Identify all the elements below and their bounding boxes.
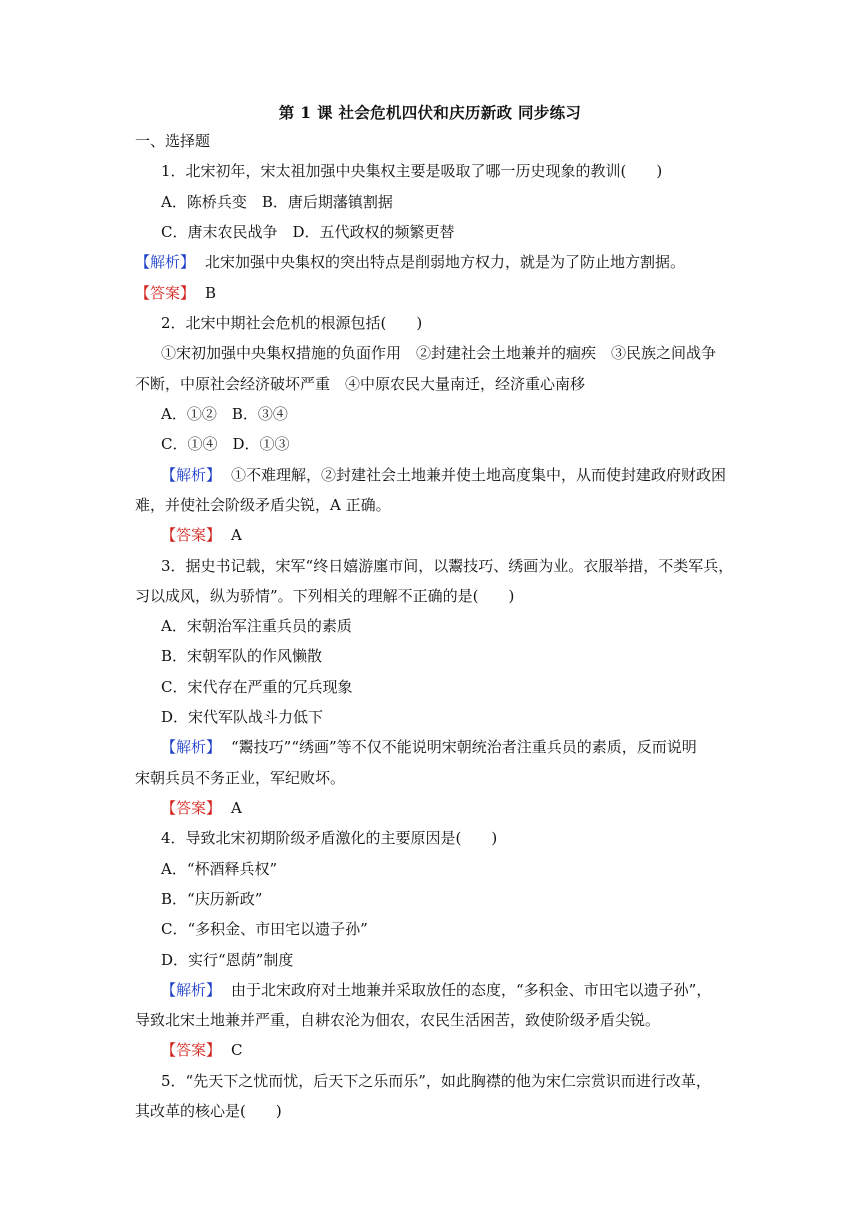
question-3-stem: 3．据史书记载，宋军“终日嬉游廛市间，以鬻技巧、绣画为业。衣服举措，不类军兵， [161,557,734,575]
question-2-option-line: C．①④ D．①③ [161,435,290,453]
answer-value: A [231,799,242,817]
analysis-text: “鬻技巧”“绣画”等不仅不能说明宋朝统治者注重兵员的素质，反而说明 [231,738,697,756]
analysis-text: ①不难理解，②封建社会土地兼并使土地高度集中，从而使封建政府财政困 [231,466,727,484]
analysis-tag: 【解析】 [161,738,222,756]
answer-value: A [231,526,242,544]
question-3-option: C．宋代存在严重的冗兵现象 [161,678,353,696]
answer-tag: 【答案】 [161,799,222,817]
question-1-analysis [135,251,685,273]
question-5-stem-cont: 其改革的核心是( ) [135,1102,282,1120]
analysis-tag: 【解析】 [161,466,222,484]
answer-value: B [205,284,217,302]
question-2-answer [161,524,242,546]
question-2-option-line: A．①② B．③④ [161,405,288,423]
question-2-material: 不断，中原社会经济破坏严重 ④中原农民大量南迁，经济重心南移 [135,375,586,393]
answer-tag: 【答案】 [135,284,196,302]
analysis-text: 北宋加强中央集权的突出特点是削弱地方权力，就是为了防止地方割据。 [205,253,686,271]
question-1-option-line: A．陈桥兵变 B．唐后期藩镇割据 [161,193,393,211]
question-4-analysis-cont: 导致北宋土地兼并严重，自耕农沦为佃农，农民生活困苦，致使阶级矛盾尖锐。 [135,1011,661,1029]
question-5-stem: 5．“先天下之忧而忧，后天下之乐而乐”，如此胸襟的他为宋仁宗赏识而进行改革， [161,1072,711,1090]
answer-value: C [231,1041,243,1059]
answer-tag: 【答案】 [161,526,222,544]
question-3-stem-cont: 习以成风，纵为骄情”。下列相关的理解不正确的是( ) [135,587,515,605]
question-3-analysis [161,736,697,758]
question-3-option: A．宋朝治军注重兵员的素质 [161,617,352,635]
question-2-material: ①宋初加强中央集权措施的负面作用 ②封建社会土地兼并的痼疾 ③民族之间战争 [161,344,717,362]
question-4-stem: 4．导致北宋初期阶级矛盾激化的主要原因是( ) [161,829,498,847]
question-4-analysis [161,979,711,1001]
question-3-answer [161,797,242,819]
question-4-option: D．实行“恩荫”制度 [161,951,294,969]
question-2-stem: 2．北宋中期社会危机的根源包括( ) [161,314,423,332]
analysis-tag: 【解析】 [135,253,196,271]
question-4-option: C．“多积金、市田宅以遗子孙” [161,920,368,938]
question-1-stem: 1．北宋初年，宋太祖加强中央集权主要是吸取了哪一历史现象的教训( ) [161,162,663,180]
question-3-option: D．宋代军队战斗力低下 [161,708,324,726]
question-4-option: A．“杯酒释兵权” [161,860,278,878]
question-1-answer [135,282,216,304]
analysis-tag: 【解析】 [161,981,222,999]
question-3-analysis-cont: 宋朝兵员不务正业，军纪败坏。 [135,769,346,787]
question-3-option: B．宋朝军队的作风懒散 [161,647,323,665]
page-title: 第 1 课 社会危机四伏和庆历新政 同步练习 [278,103,582,122]
question-2-analysis-cont: 难，并使社会阶级矛盾尖锐，A 正确。 [135,496,391,514]
question-1-option-line: C．唐末农民战争 D．五代政权的频繁更替 [161,223,455,241]
section-heading: 一、选择题 [135,132,211,150]
question-4-option: B．“庆历新政” [161,890,263,908]
answer-tag: 【答案】 [161,1041,222,1059]
question-2-analysis [161,464,726,486]
analysis-text: 由于北宋政府对土地兼并采取放任的态度，“多积金、市田宅以遗子孙”， [231,981,712,999]
question-4-answer [161,1039,243,1061]
